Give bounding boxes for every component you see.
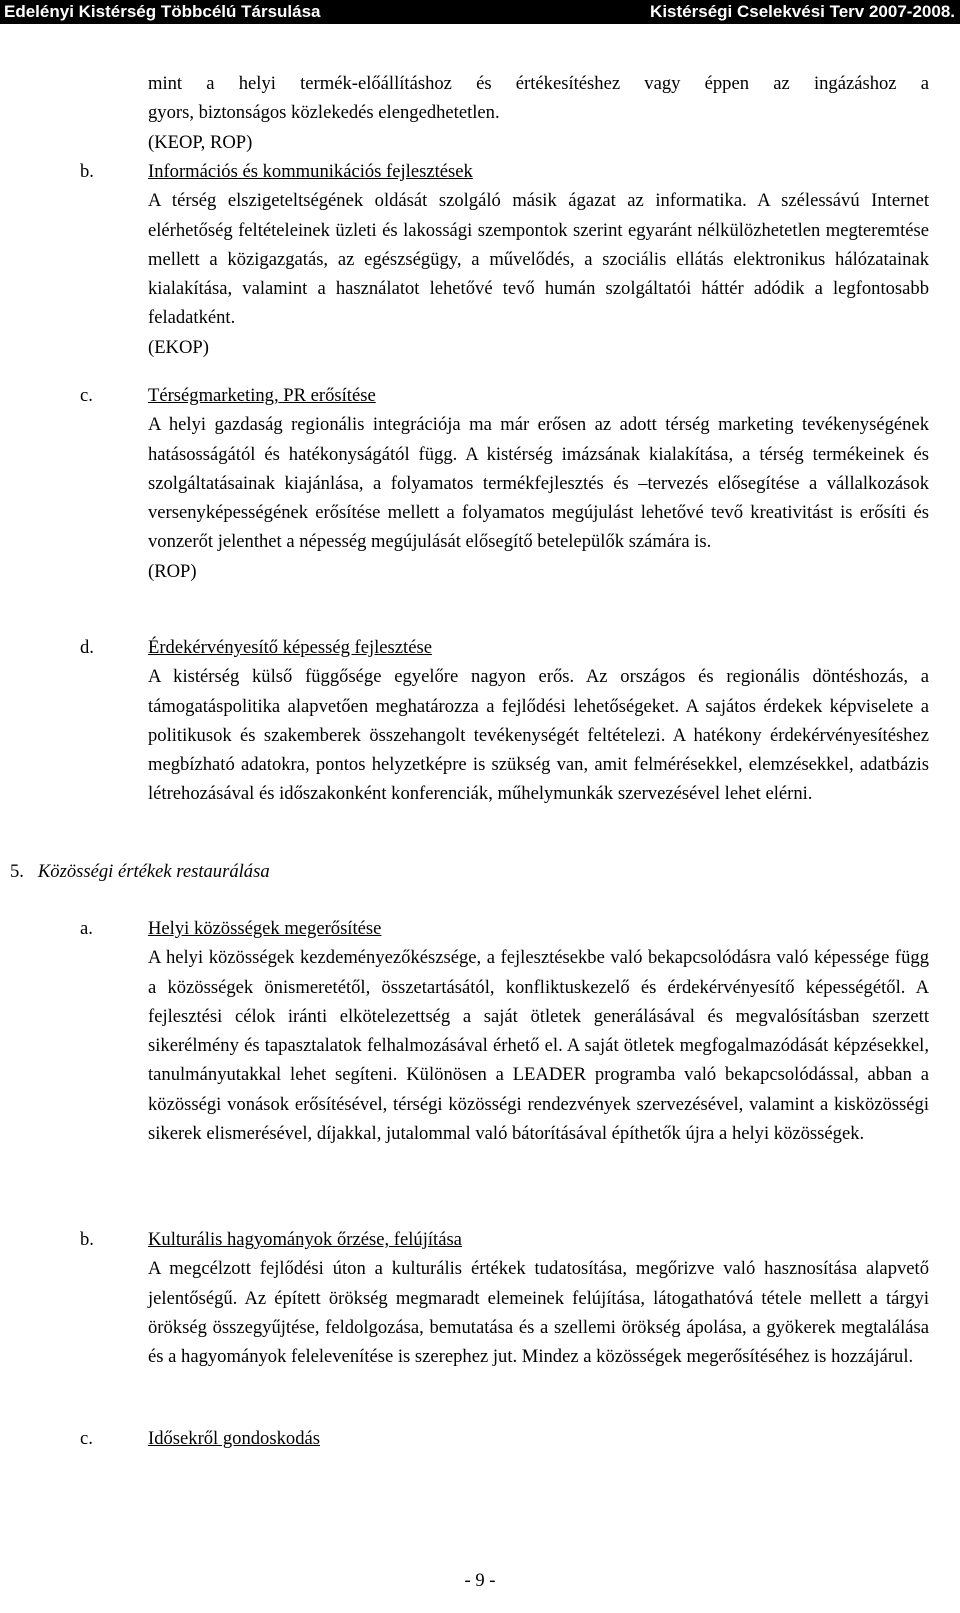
intro-line-2: gyors, biztonságos közlekedés elengedhetetlen.: [148, 102, 500, 124]
header-organization: Edelényi Kistérség Többcélú Társulása: [4, 2, 321, 21]
s5-item-b-marker: b.: [80, 1229, 94, 1250]
item-c-program: (ROP): [148, 560, 197, 582]
item-b-marker: b.: [80, 161, 94, 182]
item-b-title: Információs és kommunikációs fejlesztések: [148, 161, 473, 182]
section-5-heading: [10, 857, 270, 886]
item-c-title: Térségmarketing, PR erősítése: [148, 385, 376, 406]
section-5-number: 5.: [10, 861, 24, 882]
item-c-body: A helyi gazdaság regionális integrációja ma már erősen az adott térség marketing tevékenységének hatásosságától és hatékonyságától függ. A kistérség imázsának kialakítása, a térség termékeinek és szolgáltatásainak kiajánlása, a folyamatos termékfejlesztés és –tervezés elősegítése a vállalkozások versenyképességének erősítése mellett a folyamatos megújulást lehetővé tevő kreativitást is erősíti és vonzerőt jelenthet a népesség megújulását elősegítő betelepülők számára is.: [148, 414, 929, 553]
item-c-marker: c.: [80, 385, 93, 406]
item-d-body: A kistérség külső függősége egyelőre nagyon erős. Az országos és regionális döntéshozás, a támogatáspolitika alapvetően meghatározza a fejlődési lehetőségeket. A sajátos érdekek képviselete a politikusok és szakemberek összehangolt tevékenységét feltételezi. A hatékony érdekérvényesítéshez megbízható adatokra, pontos helyzetképre is szükség van, amit felmérésekkel, elemzésekkel, adatbázis létrehozásával és időszakonként konferenciák, műhelymunkák szervezésével lehet elérni.: [148, 666, 929, 805]
s5-item-a: [148, 914, 929, 1148]
item-b: [148, 157, 929, 362]
intro-paragraph: [148, 69, 929, 157]
item-b-body: A térség elszigeteltségének oldását szolgáló másik ágazat az informatika. A szélessávú Internet elérhetőség feltételeinek üzleti és lakossági szempontok szerint egyaránt nélkülözhetetlen megteremtése mellett a közigazgatás, az egészségügy, a művelődés, a szociális ellátás elektronikus hálózatainak kialakítása, valamint a használatot lehetővé tevő humán szolgáltatói háttér adódik a legfontosabb feladatként.: [148, 190, 929, 329]
item-d-title: Érdekérvényesítő képesség fejlesztése: [148, 637, 432, 658]
s5-item-b-title: Kulturális hagyományok őrzése, felújítása: [148, 1229, 462, 1250]
s5-item-c-marker: c.: [80, 1428, 93, 1449]
s5-item-a-title: Helyi közösségek megerősítése: [148, 918, 382, 939]
intro-program: (KEOP, ROP): [148, 131, 253, 153]
s5-item-c-title: Idősekről gondoskodás: [148, 1428, 320, 1449]
section-5-title: Közösségi értékek restaurálása: [37, 861, 270, 882]
page-number: - 9 -: [464, 1570, 496, 1591]
header-document-title: Kistérségi Cselekvési Terv 2007-2008.: [650, 2, 955, 21]
intro-line-1: mint a helyi termék-előállításhoz és értékesítéshez vagy éppen az ingázáshoz a: [148, 73, 929, 94]
s5-item-c: [148, 1424, 929, 1453]
item-d-marker: d.: [80, 637, 94, 658]
s5-item-a-body: A helyi közösségek kezdeményezőkészsége, a fejlesztésekbe való bekapcsolódásra való képessége függ a közösségek önismeretétől, összetartásától, konfliktuskezelő és érdekérvényesítő képességétől. A fejlesztési célok iránti elkötelezettség a saját ötletek generálásával és megvalósításban szerzett sikerélmény és tapasztalatok felhalmozásával érhető el. A saját ötletek megfogalmazódását képzésekkel, tanulmányutakkal lehet segíteni. Különösen a LEADER programba való bekapcsolódással, abban a közösségi vonások erősítésével, térségi közösségi rendezvények szervezésével, valamint a kisközösségi sikerek elismerésével, díjakkal, jutalommal való bátorításával építhetők újra a helyi közösségek.: [148, 947, 929, 1145]
s5-item-a-marker: a.: [80, 918, 93, 939]
s5-item-b-body: A megcélzott fejlődési úton a kulturális értékek tudatosítása, megőrizve való hasznosítása alapvető jelentőségű. Az épített örökség megmaradt elemeinek felújítása, látogathatóvá tétele mellett a tárgyi örökség összegyűjtése, feldolgozása, bemutatása és a szellemi örökség ápolása, a gyökerek megtalálása és a hagyományok felelevenítése is szerephez jut. Mindez a közösségek megerősítéséhez is hozzájárul.: [148, 1258, 929, 1368]
item-b-program: (EKOP): [148, 336, 209, 358]
page-header: [0, 0, 960, 24]
s5-item-b: [148, 1225, 929, 1371]
item-c: [148, 381, 929, 586]
item-d: [148, 633, 929, 809]
